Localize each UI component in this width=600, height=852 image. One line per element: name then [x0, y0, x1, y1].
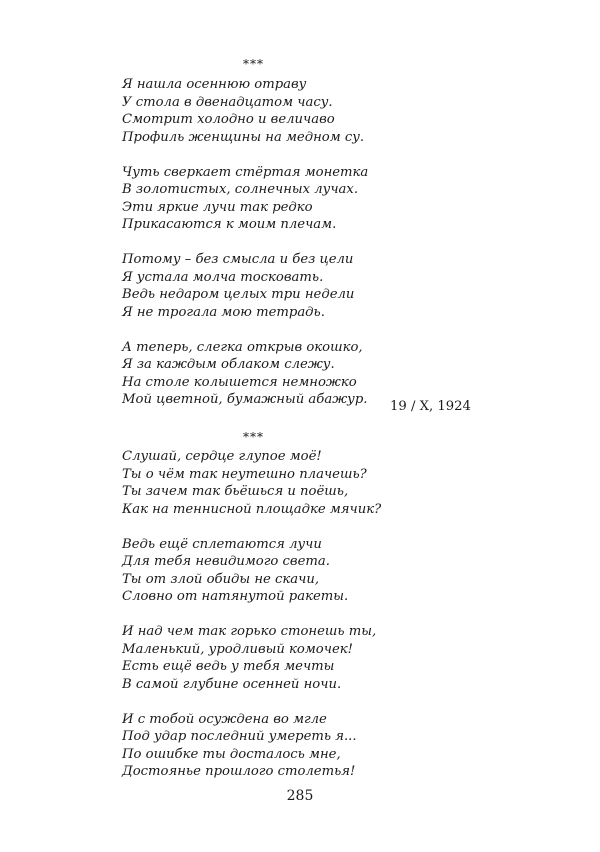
verse-line: Я не трогала мою тетрадь.: [122, 304, 325, 320]
verse-line: На столе колышется немножко: [122, 374, 357, 390]
verse-line: Я за каждым облаком слежу.: [122, 357, 335, 372]
verse-line: Для тебя невидимого света.: [122, 554, 330, 569]
verse-line: Ты зачем так бьёшься и поёшь,: [122, 484, 349, 499]
verse-line: Как на теннисной площадке мячик?: [122, 501, 382, 517]
page-number: 285: [286, 788, 314, 804]
stanza: [122, 448, 381, 518]
poem-2: [122, 448, 381, 798]
verse-line: У стола в двенадцатом часу.: [122, 94, 333, 110]
verse-line: Под удар последний умереть я...: [122, 729, 357, 744]
verse-line: Достоянье прошлого столетья!: [122, 764, 356, 779]
verse-line: И с тобой осуждена во мгле: [122, 711, 327, 727]
verse-line: Есть ещё ведь у тебя мечты: [122, 659, 335, 674]
verse-line: Мой цветной, бумажный абажур.: [122, 392, 368, 407]
verse-line: Смотрит холодно и величаво: [122, 112, 335, 127]
poem-1: [122, 76, 368, 426]
verse-line: Потому – без смысла и без цели: [122, 252, 354, 267]
verse-line: Чуть сверкает стёртая монетка: [122, 164, 369, 180]
verse-line: Ты от злой обиды не скачи,: [122, 571, 320, 587]
verse-line: В самой глубине осенней ночи.: [122, 676, 342, 692]
verse-line: И над чем так горько стонешь ты,: [122, 624, 377, 639]
poem-1-date: 19 / X, 1924: [390, 399, 471, 414]
stanza: [122, 623, 381, 693]
stanza: [122, 251, 368, 321]
verse-line: Ты о чём так неутешно плачешь?: [122, 466, 367, 482]
verse-line: Ведь ещё сплетаются лучи: [122, 536, 322, 552]
verse-line: Слушай, сердце глупое моё!: [122, 449, 322, 464]
stanza: [122, 536, 381, 606]
verse-line: Маленький, уродливый комочек!: [122, 641, 353, 657]
stanza: [122, 164, 368, 234]
verse-line: Ведь недаром целых три недели: [122, 287, 355, 302]
verse-line: А теперь, слегка открыв окошко,: [122, 339, 363, 355]
verse-line: Профиль женщины на медном су.: [122, 129, 365, 145]
poem-1-separator: ***: [243, 57, 264, 71]
verse-line: Словно от натянутой ракеты.: [122, 589, 349, 604]
verse-line: В золотистых, солнечных лучах.: [122, 182, 359, 197]
stanza: [122, 76, 368, 146]
verse-line: Эти яркие лучи так редко: [122, 199, 313, 215]
stanza: [122, 339, 368, 409]
verse-line: Я устала молча тосковать.: [122, 269, 324, 285]
verse-line: Прикасаются к моим плечам.: [122, 217, 337, 232]
verse-line: По ошибке ты досталось мне,: [122, 746, 341, 762]
poem-2-separator: ***: [243, 430, 264, 444]
stanza: [122, 711, 381, 781]
verse-line: Я нашла осеннюю отраву: [122, 77, 307, 92]
